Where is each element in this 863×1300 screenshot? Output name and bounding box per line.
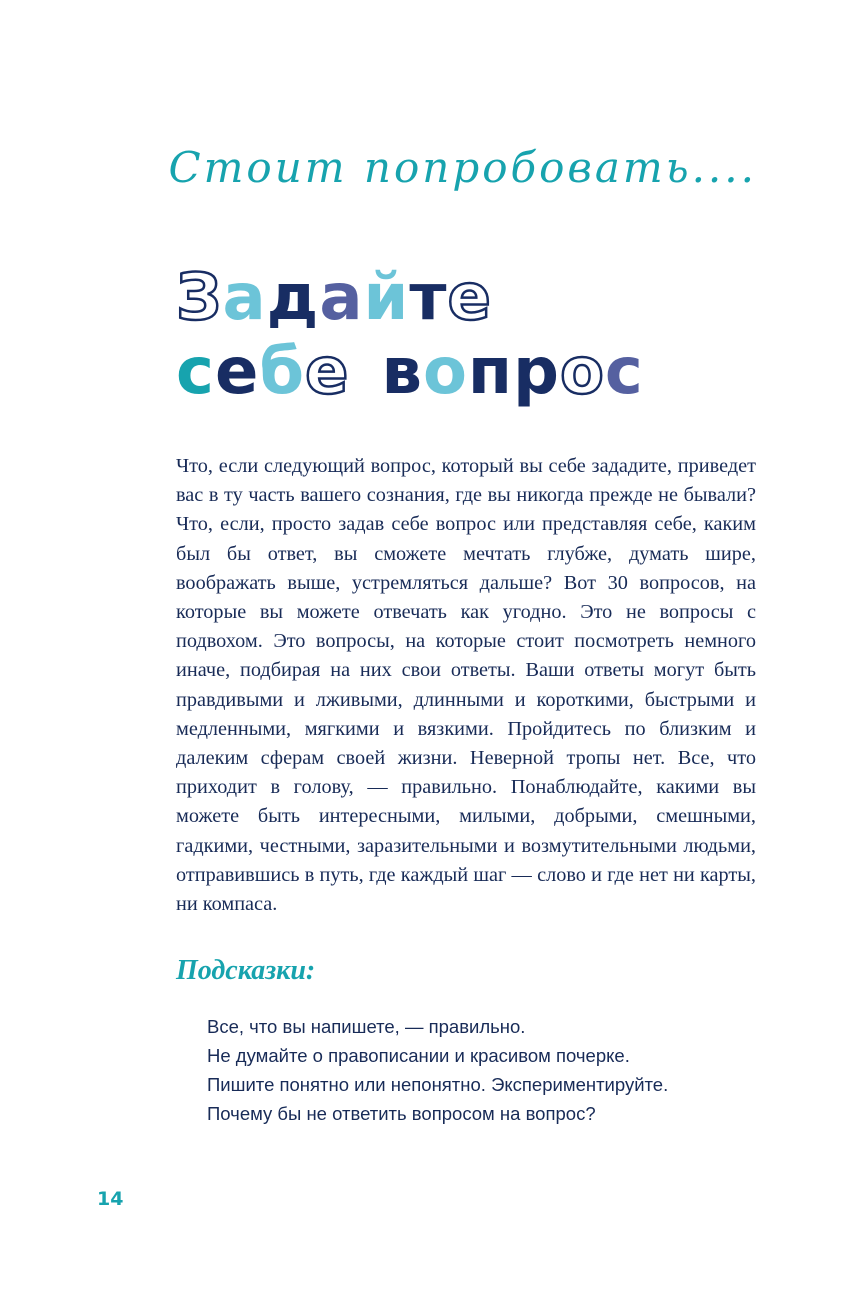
title-letter: З (176, 261, 223, 335)
title-letter: о (559, 335, 605, 409)
hint-item: Не думайте о правописании и красивом почерке. (207, 1045, 630, 1066)
title-letter: д (266, 261, 320, 335)
title-line-1 (176, 262, 492, 334)
title-letter: а (222, 261, 267, 335)
title-letter: т (409, 261, 448, 335)
intro-paragraph: Что, если следующий вопрос, который вы себе зададите, приведет вас в ту часть вашего сознания, где вы никогда прежде не бывали? Что, если, просто задав себе вопрос или представляя себе, каким был бы ответ, вы сможете мечтать глубже, думать шире, воображать выше, устремляться дальше? Вот 30 вопросов, на которые вы можете отвечать как угодно. Это не вопросы с подвохом. Это вопросы, на которые стоит посмотреть немного иначе, подбирая на них свои ответы. Ваши ответы могут быть правдивыми и лживыми, длинными и короткими, быстрыми и медленными, мягкими и вязкими. Пройдитесь по близким и далеким сферам своей жизни. Неверной тропы нет. Все, что приходит в голову, — правильно. Понаблюдайте, какими вы можете быть интересными, милыми, добрыми, смешными, гадкими, честными, заразительными и возмутительными людьми, отправившись в путь, где каждый шаг — слово и где нет ни карты, ни компаса. (176, 455, 756, 916)
hints-list (207, 1012, 668, 1128)
title-letter: б (259, 335, 306, 409)
hint-item: Пишите понятно или непонятно. Экспериментируйте. (207, 1074, 669, 1095)
title-letter: р (513, 335, 560, 409)
title-letter: е (214, 335, 260, 409)
section-subtitle: Стоит попробовать.... (168, 143, 757, 192)
title-letter: е (305, 335, 350, 409)
page-number: 14 (97, 1188, 124, 1210)
title-letter: с (604, 335, 644, 409)
title-letter: в (381, 335, 423, 409)
title-letter: й (363, 261, 410, 335)
title-line-2 (176, 336, 644, 408)
hint-item: Все, что вы напишете, — правильно. (207, 1016, 526, 1037)
title-letter: а (319, 261, 364, 335)
title-letter: е (447, 261, 492, 335)
title-letter: с (176, 335, 215, 409)
hints-heading: Подсказки: (176, 955, 316, 986)
title-letter: о (422, 335, 468, 409)
title-letter: п (467, 335, 514, 409)
hint-item: Почему бы не ответить вопросом на вопрос? (207, 1103, 596, 1124)
